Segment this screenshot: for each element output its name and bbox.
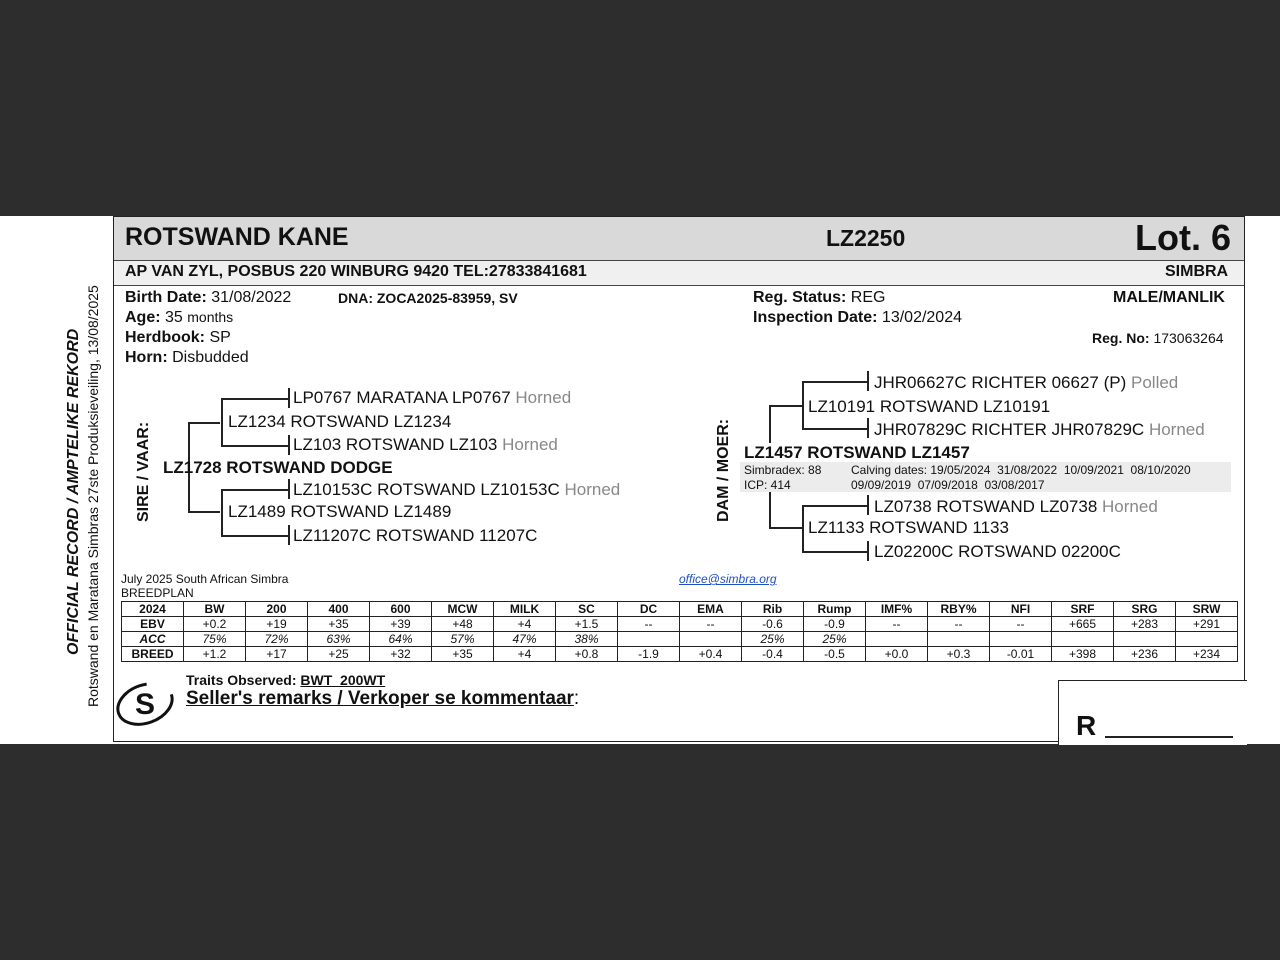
sire-gd-dam: LZ11207C ROTSWAND 11207C [293,526,538,545]
dam-gd-sire-horn: Horned [1102,497,1158,516]
sale-name-label: Rotswand en Maratana Simbras 27ste Produksieveiling, 13/08/2025 [85,285,101,707]
reg-no-label: Reg. No: [1092,330,1150,346]
ebv-cell: -- [866,617,928,632]
ebv-header-cell: 400 [308,602,370,617]
dam-gs-dam [874,420,1205,440]
ebv-cell: +398 [1052,647,1114,662]
ebv-cell: 25% [804,632,866,647]
ebv-row-label: ACC [122,632,184,647]
traits-observed [186,672,385,688]
ebv-cell: 47% [494,632,556,647]
ebv-header-cell: MILK [494,602,556,617]
ebv-header-cell: IMF% [866,602,928,617]
ebv-cell: +0.3 [928,647,990,662]
breedplan-source: July 2025 South African Simbra [121,572,289,586]
ebv-cell: +283 [1114,617,1176,632]
ebv-cell [866,632,928,647]
dam-gs-sire-name: JHR06627C RICHTER 06627 (P) [874,373,1127,392]
ebv-header-cell: 600 [370,602,432,617]
ebv-cell: -1.9 [618,647,680,662]
ebv-cell [1176,632,1238,647]
ebv-cell: 63% [308,632,370,647]
ebv-cell: -0.4 [742,647,804,662]
ebv-cell: +17 [246,647,308,662]
ebv-cell: +4 [494,617,556,632]
ebv-header-cell: RBY% [928,602,990,617]
herdbook-label: Herdbook: [125,329,205,346]
dam-gs-sire-horn: Polled [1131,373,1179,392]
ebv-cell: +291 [1176,617,1238,632]
dam-gd-sire-name: LZ0738 ROTSWAND LZ0738 [874,497,1098,516]
remarks-label: Seller's remarks / Verkoper se kommentaar [186,688,574,709]
sire-gd-sire-name: LZ10153C ROTSWAND LZ10153C [293,480,560,499]
sire-gd-sire-horn: Horned [564,480,621,499]
ebv-cell: 25% [742,632,804,647]
ebv-header-cell: BW [184,602,246,617]
breed-name: SIMBRA [1165,263,1229,280]
sire-gs-dam-horn: Horned [502,435,558,454]
ebv-cell: +35 [308,617,370,632]
logo-letter: S [134,688,156,721]
email-link[interactable]: office@simbra.org [679,572,777,586]
ebv-cell: -0.9 [804,617,866,632]
age [125,309,233,327]
ebv-row [122,647,1238,662]
ebv-cell: -0.6 [742,617,804,632]
ebv-header-cell: 200 [246,602,308,617]
age-unit: months [187,309,234,325]
calving-dates-2: 09/09/2019 07/09/2018 03/08/2017 [851,478,1045,492]
ebv-cell [1052,632,1114,647]
age-value: 35 [165,309,183,326]
sire-gs-sire-horn: Horned [515,388,572,407]
seller-remarks [186,688,579,710]
inspection-value: 13/02/2024 [881,309,962,326]
ebv-cell: +0.2 [184,617,246,632]
ebv-cell: +1.5 [556,617,618,632]
dna-code: DNA: ZOCA2025-83959, SV [338,290,518,306]
ebv-header-cell: DC [618,602,680,617]
animal-id: LZ2250 [826,225,906,251]
ebv-header-cell: Rump [804,602,866,617]
ebv-cell: +48 [432,617,494,632]
ebv-cell: +0.0 [866,647,928,662]
ebv-header-cell: EMA [680,602,742,617]
sex: MALE/MANLIK [1113,289,1225,306]
reg-status [753,289,885,307]
breedplan-label: BREEDPLAN [121,586,194,600]
ebv-cell [928,632,990,647]
dam-name: LZ1457 ROTSWAND LZ1457 [744,443,970,462]
birth-date-value: 31/08/2022 [211,289,292,306]
ebv-cell: 64% [370,632,432,647]
ebv-cell: 38% [556,632,618,647]
ebv-cell [680,632,742,647]
ebv-cell: 75% [184,632,246,647]
ebv-cell: +39 [370,617,432,632]
ebv-row-label: EBV [122,617,184,632]
ebv-cell: +236 [1114,647,1176,662]
ebv-cell: +19 [246,617,308,632]
dam-gs-dam-name: JHR07829C RICHTER JHR07829C [874,420,1145,439]
ebv-cell: -- [990,617,1052,632]
dam-granddam: LZ1133 ROTSWAND 1133 [808,518,1009,537]
sire-gd-sire [293,480,620,500]
traits-value: BWT 200WT [300,672,386,688]
age-label: Age: [125,309,161,326]
ebv-cell: 57% [432,632,494,647]
ebv-cell: -- [928,617,990,632]
sire-side-label: SIRE / VAAR: [135,421,152,522]
dam-grandsire: LZ10191 ROTSWAND LZ10191 [808,397,1051,416]
ebv-header-cell: NFI [990,602,1052,617]
ebv-cell: 72% [246,632,308,647]
horn-label: Horn: [125,349,168,366]
ebv-cell: -0.5 [804,647,866,662]
r-label: R [1076,710,1097,741]
reg-status-label: Reg. Status: [753,289,847,306]
ebv-header-cell: SRG [1114,602,1176,617]
dam-gs-sire [874,373,1178,393]
ebv-cell [618,632,680,647]
official-record-label: OFFICIAL RECORD / AMPTELIKE REKORD [65,328,82,655]
lot-number: Lot. 6 [1135,217,1231,258]
reg-number [1092,330,1224,346]
ebv-cell: +665 [1052,617,1114,632]
inspection-date [753,309,962,327]
sire-gs-sire [293,388,571,408]
remarks-colon: : [573,688,580,709]
ebv-cell: +4 [494,647,556,662]
icp: ICP: 414 [744,478,791,492]
herdbook [125,329,231,347]
herdbook-value: SP [209,329,231,346]
inspection-label: Inspection Date: [753,309,878,326]
ebv-cell: +234 [1176,647,1238,662]
sire-granddam: LZ1489 ROTSWAND LZ1489 [228,502,452,521]
ebv-row [122,632,1238,647]
ebv-header-cell: SRW [1176,602,1238,617]
ebv-cell: +0.8 [556,647,618,662]
r-line [1105,736,1233,738]
reg-no-value: 173063264 [1153,330,1224,346]
ebv-cell: +35 [432,647,494,662]
ebv-header-cell: Rib [742,602,804,617]
breeder-address: AP VAN ZYL, POSBUS 220 WINBURG 9420 TEL:27833841681 [125,263,587,280]
sire-gs-dam [293,435,558,455]
sire-name: LZ1728 ROTSWAND DODGE [163,458,393,477]
traits-label: Traits Observed: [186,672,297,688]
simbradex: Simbradex: 88 [744,463,822,477]
reg-status-value: REG [850,289,886,306]
ebv-row [122,617,1238,632]
ebv-header-row [122,602,1238,617]
ebv-cell: -0.01 [990,647,1052,662]
sire-gs-dam-name: LZ103 ROTSWAND LZ103 [293,435,498,454]
animal-name: ROTSWAND KANE [125,223,349,251]
calving-dates: Calving dates: 19/05/2024 31/08/2022 10/09/2021 08/10/2020 [851,463,1191,477]
ebv-table [121,601,1238,662]
ebv-header-cell: SC [556,602,618,617]
ebv-cell [990,632,1052,647]
dam-gd-dam: LZ02200C ROTSWAND 02200C [874,542,1121,561]
sire-grandsire: LZ1234 ROTSWAND LZ1234 [228,412,452,431]
ebv-row-label: BREED [122,647,184,662]
dam-side-label: DAM / MOER: [715,418,732,522]
ebv-cell: -- [618,617,680,632]
dam-gd-sire [874,497,1158,517]
ebv-cell: +25 [308,647,370,662]
ebv-cell: -- [680,617,742,632]
birth-date [125,289,291,307]
ebv-cell: +1.2 [184,647,246,662]
ebv-cell: +32 [370,647,432,662]
ebv-header-cell: 2024 [122,602,184,617]
ebv-cell [1114,632,1176,647]
birth-date-label: Birth Date: [125,289,207,306]
horn-status [125,349,249,367]
ebv-cell: +0.4 [680,647,742,662]
dam-gs-dam-horn: Horned [1148,420,1205,439]
ebv-header-cell: MCW [432,602,494,617]
sire-gs-sire-name: LP0767 MARATANA LP0767 [293,388,511,407]
simbra-logo [114,680,176,726]
ebv-header-cell: SRF [1052,602,1114,617]
horn-value: Disbudded [172,349,249,366]
